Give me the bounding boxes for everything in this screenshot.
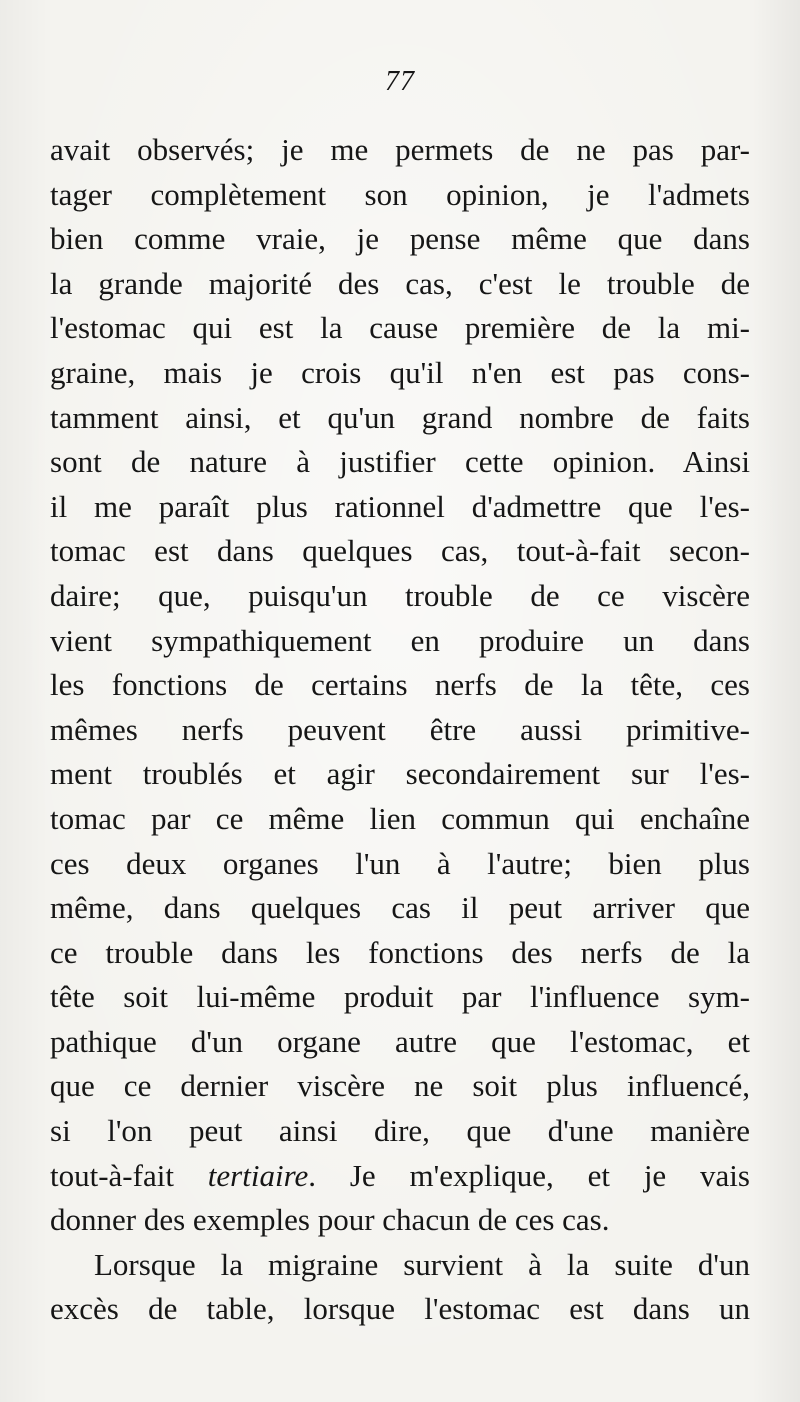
text-line: que ce dernier viscère ne soit plus influencé, — [50, 1068, 750, 1104]
text-line: tager complètement son opinion, je l'admets — [50, 176, 750, 212]
paragraph-end-line: donner des exemples pour chacun de ces cas. — [50, 1202, 610, 1238]
text-line: daire; que, puisqu'un trouble de ce viscère — [50, 577, 750, 613]
text-line-with-emphasis — [50, 1154, 750, 1199]
text-line: pathique d'un organe autre que l'estomac, et — [50, 1023, 750, 1059]
body-text — [50, 128, 750, 1332]
text-line: ment troublés et agir secondairement sur l'es- — [50, 756, 750, 792]
text-line: graine, mais je crois qu'il n'en est pas cons- — [50, 354, 750, 390]
emphasized-word: tertiaire — [207, 1157, 309, 1193]
line-segment: tout-à-fait — [50, 1157, 208, 1193]
text-line: tomac est dans quelques cas, tout-à-fait secon- — [50, 533, 750, 569]
text-line: sont de nature à justifier cette opinion. Ainsi — [50, 444, 750, 480]
text-line: il me paraît plus rationnel d'admettre que l'es- — [50, 488, 750, 524]
text-line: les fonctions de certains nerfs de la tête, ces — [50, 667, 750, 703]
text-line: si l'on peut ainsi dire, que d'une manière — [50, 1113, 750, 1149]
text-line: mêmes nerfs peuvent être aussi primitive- — [50, 711, 750, 747]
text-line: tamment ainsi, et qu'un grand nombre de faits — [50, 399, 750, 435]
text-line: tête soit lui-même produit par l'influence sym- — [50, 979, 750, 1015]
text-line: même, dans quelques cas il peut arriver que — [50, 890, 750, 926]
text-line: ces deux organes l'un à l'autre; bien plus — [50, 845, 750, 881]
text-line: l'estomac qui est la cause première de la mi- — [50, 310, 750, 346]
text-line: la grande majorité des cas, c'est le trouble de — [50, 265, 750, 301]
text-line: excès de table, lorsque l'estomac est dans un — [50, 1291, 750, 1327]
line-segment: . Je m'explique, et je vais — [308, 1157, 750, 1193]
text-line: vient sympathiquement en produire un dans — [50, 622, 750, 658]
text-line: bien comme vraie, je pense même que dans — [50, 221, 750, 257]
page-number: 77 — [385, 66, 415, 97]
text-line: avait observés; je me permets de ne pas par- — [50, 132, 750, 167]
paragraph-start-line: Lorsque la migraine survient à la suite d'un — [94, 1246, 750, 1282]
text-line: ce trouble dans les fonctions des nerfs de la — [50, 934, 750, 970]
text-line: tomac par ce même lien commun qui enchaîne — [50, 800, 750, 836]
